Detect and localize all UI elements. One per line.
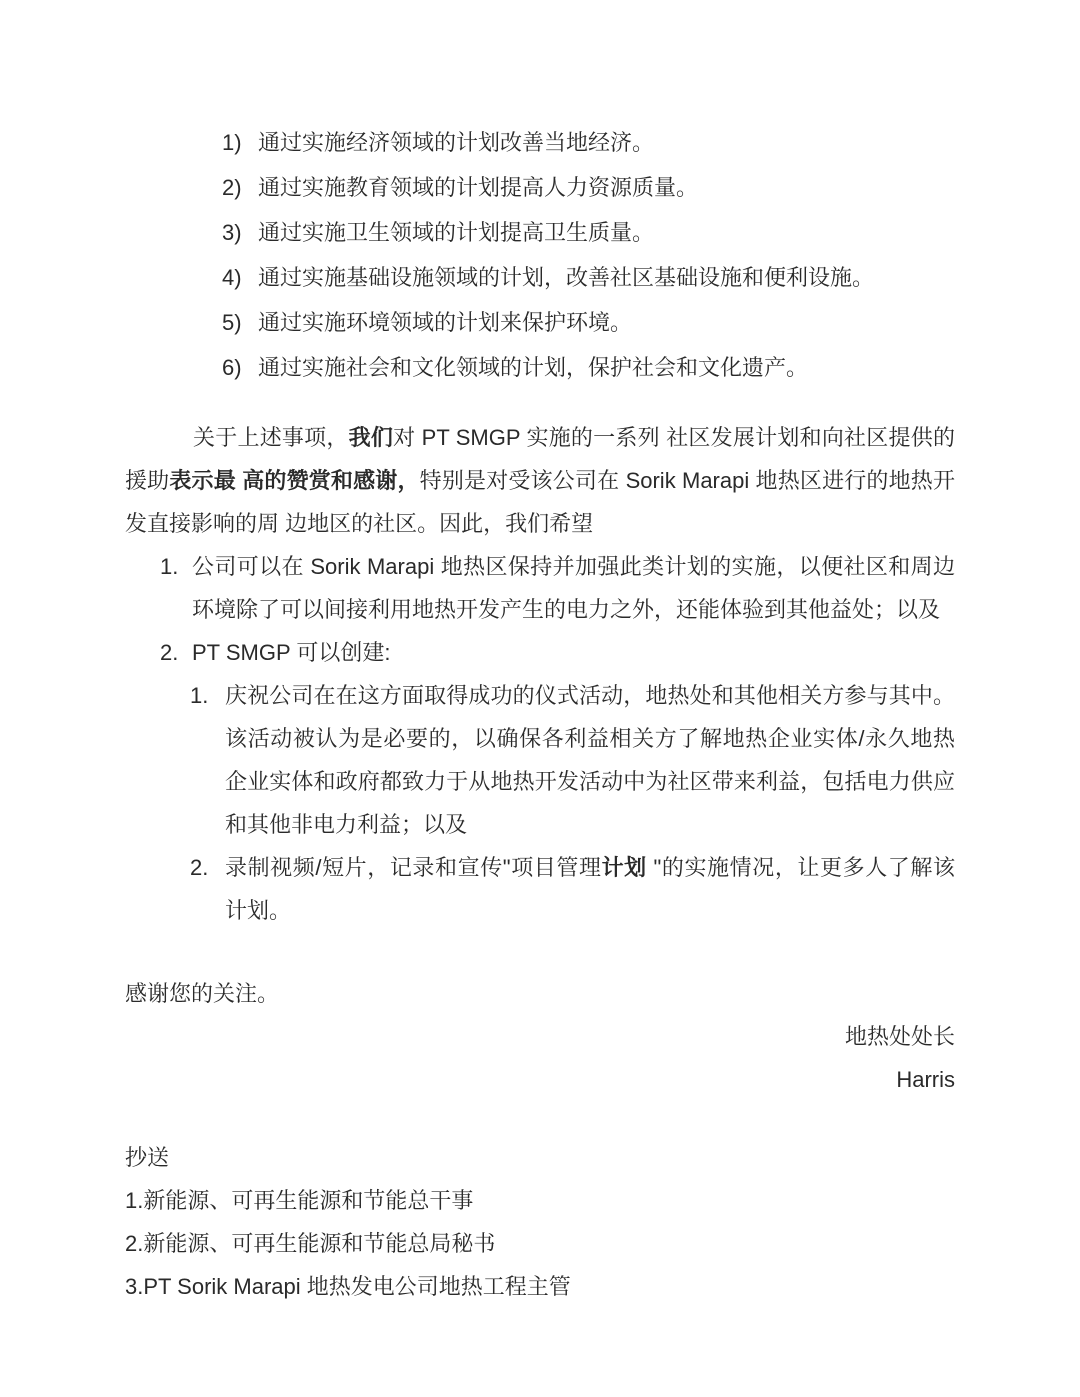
list-text: 通过实施卫生领域的计划提高卫生质量。 xyxy=(258,220,655,245)
plan-item-5 xyxy=(222,300,955,345)
creation-item-2 xyxy=(190,846,955,932)
list-number: 5) xyxy=(222,310,242,335)
plan-item-6 xyxy=(222,345,955,390)
cc-item-3: 3.PT Sorik Marapi 地热发电公司地热工程主管 xyxy=(125,1274,571,1299)
wish-item-2 xyxy=(160,631,955,674)
plan-item-1 xyxy=(222,120,955,165)
cc-label: 抄送 xyxy=(125,1145,170,1170)
list-number: 1. xyxy=(160,554,179,579)
list-text-segment: 录制视频/短片，记录和宣传"项目管理 xyxy=(225,855,602,880)
list-number: 2. xyxy=(190,855,209,880)
list-text: 通过实施环境领域的计划来保护环境。 xyxy=(258,310,633,335)
list-number: 2) xyxy=(222,175,242,200)
list-text: 庆祝公司在在这方面取得成功的仪式活动，地热处和其他相关方参与其中。该活动被认为是必要的，以确保各利益相关方了解地热企业实体/永久地热企业实体和政府都致力于从地热开发活动中为社区带来利益，包括电力供应和其他非电力利益；以及 xyxy=(225,683,955,837)
list-number: 3) xyxy=(222,220,242,245)
list-number: 4) xyxy=(222,265,242,290)
cc-block xyxy=(125,1136,955,1308)
paragraph-text: 特别是对受该公司在 Sorik Marapi 地热区进行的地热开发直接影响的周 边地区的社区。因此，我们希望 xyxy=(125,468,955,536)
paragraph-text: 对 PT SMGP 实施的一系列 社区发展计划和向社区提供的援助 xyxy=(125,425,955,493)
list-text: PT SMGP 可以创建: xyxy=(192,640,391,665)
paragraph-bold-text: 我们 xyxy=(348,425,394,450)
list-text-bold-segment: 计划 xyxy=(601,855,647,880)
cc-item-1: 1.新能源、可再生能源和节能总干事 xyxy=(125,1188,474,1213)
cc-item-2: 2.新能源、可再生能源和节能总局秘书 xyxy=(125,1231,496,1256)
list-text: 通过实施经济领域的计划改善当地经济。 xyxy=(258,130,655,155)
paragraph-text: 关于上述事项， xyxy=(193,425,349,450)
list-number: 1. xyxy=(190,683,209,708)
plan-item-4 xyxy=(222,255,955,300)
creation-item-1 xyxy=(190,674,955,846)
list-text: 通过实施教育领域的计划提高人力资源质量。 xyxy=(258,175,699,200)
list-text: 通过实施社会和文化领域的计划，保护社会和文化遗产。 xyxy=(258,355,809,380)
signature-title: 地热处处长 xyxy=(844,1024,955,1049)
list-text-segment: "的实施情况，让更多人了解该计划。 xyxy=(225,855,955,923)
list-text: 公司可以在 Sorik Marapi 地热区保持并加强此类计划的实施，以便社区和周边环境除了可以间接利用地热开发产生的电力之外，还能体验到其他益处；以及 xyxy=(192,554,955,622)
closing-thanks: 感谢您的关注。 xyxy=(125,981,280,1006)
list-number: 6) xyxy=(222,355,242,380)
paragraph-bold-text: 表示最 高的赞赏和感谢， xyxy=(169,468,420,493)
plan-item-2 xyxy=(222,165,955,210)
community-plans-list xyxy=(222,120,955,390)
wish-list xyxy=(160,545,955,674)
signature-name: Harris xyxy=(896,1067,955,1092)
list-text: 通过实施基础设施领域的计划，改善社区基础设施和便利设施。 xyxy=(258,265,875,290)
appreciation-paragraph xyxy=(125,416,955,545)
plan-item-3 xyxy=(222,210,955,255)
creation-list xyxy=(190,674,955,932)
list-number: 1) xyxy=(222,130,242,155)
list-number: 2. xyxy=(160,640,179,665)
wish-item-1 xyxy=(160,545,955,631)
signature-block xyxy=(125,1015,955,1101)
list-text xyxy=(225,846,955,932)
